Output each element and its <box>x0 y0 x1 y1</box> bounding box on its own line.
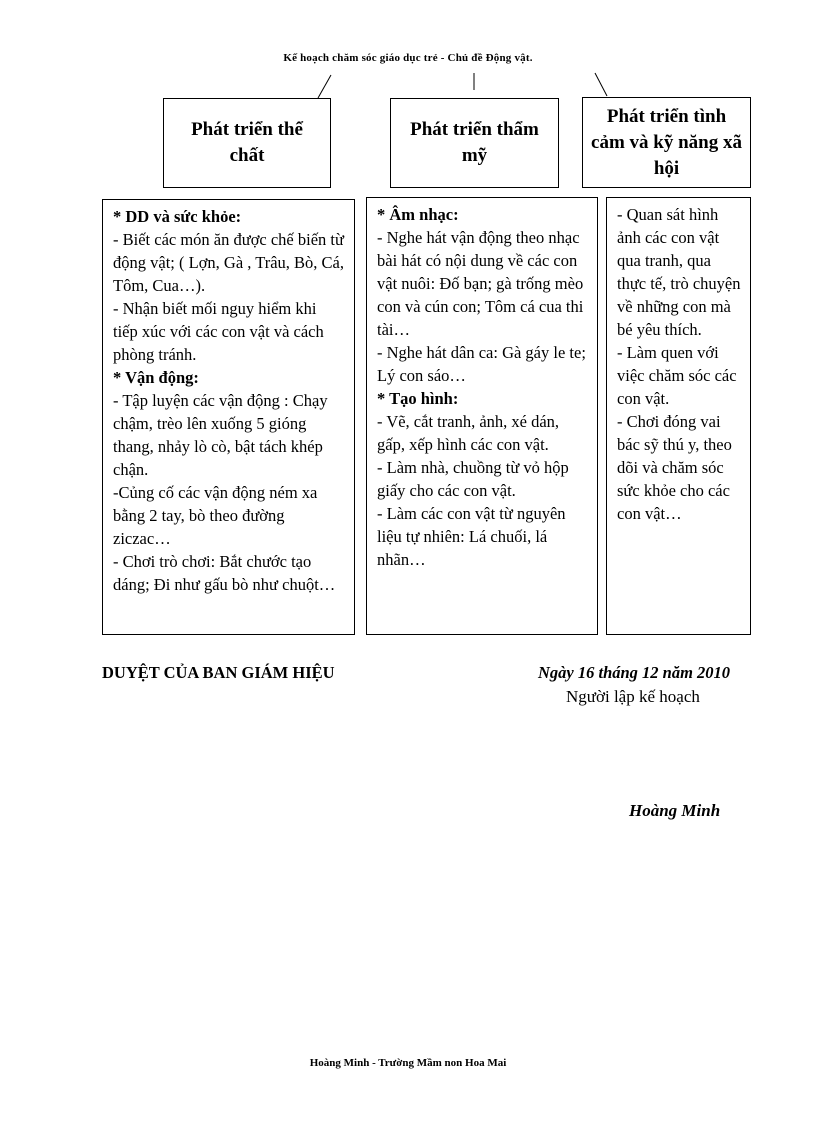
connector-left <box>318 75 331 98</box>
content-line: - Làm các con vật từ nguyên liệu tự nhiên: Lá chuối, lá nhãn… <box>377 504 566 569</box>
content-line: - Chơi đóng vai bác sỹ thú y, theo dõi và chăm sóc sức khỏe cho các con vật… <box>617 412 732 523</box>
content-line: * DD và sức khỏe: <box>113 207 242 226</box>
author-role: Người lập kế hoạch <box>566 687 700 706</box>
approval-heading: DUYỆT CỦA BAN GIÁM HIỆU <box>102 663 335 682</box>
content-line: * Âm nhạc: <box>377 205 459 224</box>
content-line: - Nhận biết mối nguy hiểm khi tiếp xúc với các con vật và cách phòng tránh. <box>113 299 324 364</box>
column-content-social <box>606 197 751 635</box>
content-line: - Biết các món ăn được chế biến từ động vật; ( Lợn, Gà , Trâu, Bò, Cá, Tôm, Cua…). <box>113 230 345 295</box>
content-line: - Chơi trò chơi: Bắt chước tạo dáng; Đi như gấu bò như chuột… <box>113 552 336 594</box>
page-footer: Hoàng Minh - Trường Mầm non Hoa Mai <box>309 1057 507 1069</box>
content-line: - Nghe hát vận động theo nhạc bài hát có nội dung về các con vật nuôi: Đố bạn; gà trống mèo con và cún con; Tôm cá cua thi tài… <box>377 228 584 339</box>
content-line: - Tập luyện các vận động : Chạy chậm, trèo lên xuống 5 gióng thang, nhảy lò cò, bật tách khép chận. <box>113 391 328 479</box>
content-line: * Vận động: <box>113 368 199 387</box>
content-line: -Củng cố các vận động ném xa bằng 2 tay, bò theo đường ziczac… <box>113 483 318 548</box>
content-line: - Nghe hát dân ca: Gà gáy le te; Lý con sáo… <box>377 343 586 385</box>
document-title: Kế hoạch chăm sóc giáo dục trẻ - Chủ đề Động vật. <box>283 52 533 64</box>
column-content-aesthetic <box>366 197 598 635</box>
content-line: * Tạo hình: <box>377 389 459 408</box>
content-line: - Làm nhà, chuồng từ vỏ hộp giấy cho các con vật. <box>377 458 569 500</box>
column-title-physical: Phát triển thể chất <box>163 98 331 188</box>
author-name: Hoàng Minh <box>629 801 721 820</box>
column-content-physical <box>102 199 355 635</box>
connector-right <box>595 73 607 96</box>
content-line: - Vẽ, cắt tranh, ảnh, xé dán, gấp, xếp hình các con vật. <box>377 412 560 454</box>
column-title-aesthetic: Phát triển thẩm mỹ <box>390 98 559 188</box>
content-line: - Quan sát hình ảnh các con vật qua tranh, qua thực tế, trò chuyện về những con mà bé yêu thích. <box>617 205 741 339</box>
plan-date: Ngày 16 tháng 12 năm 2010 <box>538 663 731 682</box>
content-line: - Làm quen với việc chăm sóc các con vật. <box>617 343 737 408</box>
column-title-social: Phát triển tình cảm và kỹ năng xã hội <box>582 97 751 188</box>
